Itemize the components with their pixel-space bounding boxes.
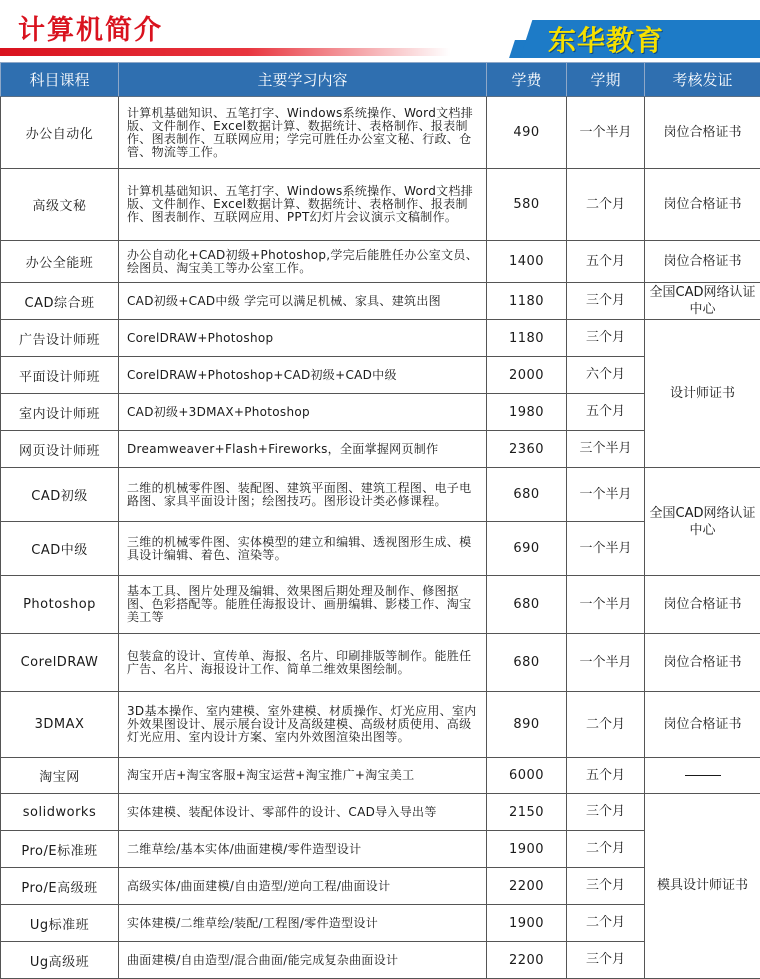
brand-name: 东华教育 <box>548 19 664 59</box>
course-period: 五个月 <box>567 241 645 283</box>
col-header-period: 学期 <box>567 63 645 97</box>
course-period: 三个月 <box>567 942 645 979</box>
course-period: 三个月 <box>567 794 645 831</box>
course-content: CAD初级+3DMAX+Photoshop <box>119 394 487 431</box>
course-fee: 1180 <box>487 283 567 320</box>
table-row <box>1 794 760 831</box>
table-row <box>1 320 760 357</box>
course-fee: 690 <box>487 522 567 576</box>
col-header-fee: 学费 <box>487 63 567 97</box>
course-subject: CorelDRAW <box>1 634 119 692</box>
course-cert: 岗位合格证书 <box>645 169 760 241</box>
course-content: CAD初级+CAD中级 学完可以满足机械、家具、建筑出图 <box>119 283 487 320</box>
course-content: 二维草绘/基本实体/曲面建模/零件造型设计 <box>119 831 487 868</box>
course-subject: 网页设计师班 <box>1 431 119 468</box>
course-cert: 岗位合格证书 <box>645 576 760 634</box>
course-fee: 890 <box>487 692 567 758</box>
course-cert: 全国CAD网络认证中心 <box>645 283 760 320</box>
course-period: 一个半月 <box>567 634 645 692</box>
course-subject: 办公全能班 <box>1 241 119 283</box>
course-period: 三个半月 <box>567 431 645 468</box>
course-cert-mold-designer: 模具设计师证书 <box>645 794 760 979</box>
course-fee: 680 <box>487 576 567 634</box>
course-content: 计算机基础知识、五笔打字、Windows系统操作、Word文档排版、文件制作、Excel数据计算、数据统计、表格制作、报表制作、图表制作、互联网应用、PPT幻灯片会议演示文稿制作。 <box>119 169 487 241</box>
course-fee: 1180 <box>487 320 567 357</box>
course-subject: CAD中级 <box>1 522 119 576</box>
col-header-cert: 考核发证 <box>645 63 760 97</box>
table-row <box>1 758 760 794</box>
course-cert: 岗位合格证书 <box>645 634 760 692</box>
table-row <box>1 634 760 692</box>
course-content: 实体建模、装配体设计、零部件的设计、CAD导入导出等 <box>119 794 487 831</box>
course-period: 二个月 <box>567 692 645 758</box>
course-fee: 1980 <box>487 394 567 431</box>
table-row <box>1 169 760 241</box>
course-cert-cad-network: 全国CAD网络认证中心 <box>645 468 760 576</box>
course-cert-dash <box>645 758 760 794</box>
course-subject: 平面设计师班 <box>1 357 119 394</box>
course-table <box>0 62 760 979</box>
course-content: 三维的机械零件图、实体模型的建立和编辑、透视图形生成、模具设计编辑、着色、渲染等。 <box>119 522 487 576</box>
course-content: 高级实体/曲面建模/自由造型/逆向工程/曲面设计 <box>119 868 487 905</box>
course-period: 三个月 <box>567 283 645 320</box>
table-row <box>1 241 760 283</box>
course-fee: 1400 <box>487 241 567 283</box>
table-row <box>1 97 760 169</box>
course-fee: 2200 <box>487 942 567 979</box>
course-subject: CAD综合班 <box>1 283 119 320</box>
course-subject: solidworks <box>1 794 119 831</box>
course-fee: 2200 <box>487 868 567 905</box>
course-subject: 淘宝网 <box>1 758 119 794</box>
course-content: 计算机基础知识、五笔打字、Windows系统操作、Word文档排版、文件制作、Excel数据计算、数据统计、表格制作、报表制作、图表制作、互联网应用；学完可胜任办公室文秘、行政、仓管、物流等工作。 <box>119 97 487 169</box>
course-fee: 680 <box>487 634 567 692</box>
course-content: 包装盒的设计、宣传单、海报、名片、印刷排版等制作。能胜任广告、名片、海报设计工作、简单二维效果图绘制。 <box>119 634 487 692</box>
course-subject: 室内设计师班 <box>1 394 119 431</box>
course-period: 二个月 <box>567 169 645 241</box>
course-period: 五个月 <box>567 758 645 794</box>
course-period: 一个半月 <box>567 97 645 169</box>
course-fee: 1900 <box>487 905 567 942</box>
course-period: 一个半月 <box>567 576 645 634</box>
course-period: 一个半月 <box>567 468 645 522</box>
course-fee: 490 <box>487 97 567 169</box>
course-subject: Pro/E高级班 <box>1 868 119 905</box>
course-content: 二维的机械零件图、装配图、建筑平面图、建筑工程图、电子电路图、家具平面设计图；绘图技巧。图形设计类必修课程。 <box>119 468 487 522</box>
page-title: 计算机简介 <box>18 8 163 47</box>
table-row <box>1 692 760 758</box>
course-subject: 高级文秘 <box>1 169 119 241</box>
course-period: 三个月 <box>567 320 645 357</box>
course-content: 基本工具、图片处理及编辑、效果图后期处理及制作、修图抠图、色彩搭配等。能胜任海报设计、画册编辑、影楼工作、淘宝美工等 <box>119 576 487 634</box>
course-fee: 6000 <box>487 758 567 794</box>
course-cert-designer: 设计师证书 <box>645 320 760 468</box>
col-header-subject: 科目课程 <box>1 63 119 97</box>
course-content: 曲面建模/自由造型/混合曲面/能完成复杂曲面设计 <box>119 942 487 979</box>
table-row <box>1 468 760 522</box>
course-fee: 1900 <box>487 831 567 868</box>
course-cert: 岗位合格证书 <box>645 692 760 758</box>
course-fee: 680 <box>487 468 567 522</box>
page-header <box>0 0 760 62</box>
table-row <box>1 576 760 634</box>
table-header-row <box>1 63 760 97</box>
course-period: 一个半月 <box>567 522 645 576</box>
course-fee: 2360 <box>487 431 567 468</box>
course-period: 六个月 <box>567 357 645 394</box>
course-content: 实体建模/二维草绘/装配/工程图/零件造型设计 <box>119 905 487 942</box>
course-period: 二个月 <box>567 905 645 942</box>
course-content: CorelDRAW+Photoshop <box>119 320 487 357</box>
course-subject: Ug高级班 <box>1 942 119 979</box>
course-period: 五个月 <box>567 394 645 431</box>
course-fee: 2000 <box>487 357 567 394</box>
course-cert: 岗位合格证书 <box>645 97 760 169</box>
course-subject: 办公自动化 <box>1 97 119 169</box>
course-cert: 岗位合格证书 <box>645 241 760 283</box>
course-subject: CAD初级 <box>1 468 119 522</box>
dash-mark <box>685 775 721 776</box>
course-subject: 3DMAX <box>1 692 119 758</box>
course-fee: 580 <box>487 169 567 241</box>
course-content: 淘宝开店+淘宝客服+淘宝运营+淘宝推广+淘宝美工 <box>119 758 487 794</box>
course-period: 二个月 <box>567 831 645 868</box>
course-subject: 广告设计师班 <box>1 320 119 357</box>
course-content: CorelDRAW+Photoshop+CAD初级+CAD中级 <box>119 357 487 394</box>
course-fee: 2150 <box>487 794 567 831</box>
course-content: Dreamweaver+Flash+Fireworks，全面掌握网页制作 <box>119 431 487 468</box>
table-row <box>1 283 760 320</box>
course-content: 3D基本操作、室内建模、室外建模、材质操作、灯光应用、室内外效果图设计、展示展台设计及高级建模、高级材质使用、高级灯光应用、室内设计方案、室内外效图渲染出图等。 <box>119 692 487 758</box>
title-underline <box>0 48 450 56</box>
course-subject: Ug标准班 <box>1 905 119 942</box>
course-content: 办公自动化+CAD初级+Photoshop,学完后能胜任办公室文员、绘图员、淘宝美工等办公室工作。 <box>119 241 487 283</box>
course-period: 三个月 <box>567 868 645 905</box>
col-header-content: 主要学习内容 <box>119 63 487 97</box>
course-subject: Pro/E标准班 <box>1 831 119 868</box>
course-subject: Photoshop <box>1 576 119 634</box>
